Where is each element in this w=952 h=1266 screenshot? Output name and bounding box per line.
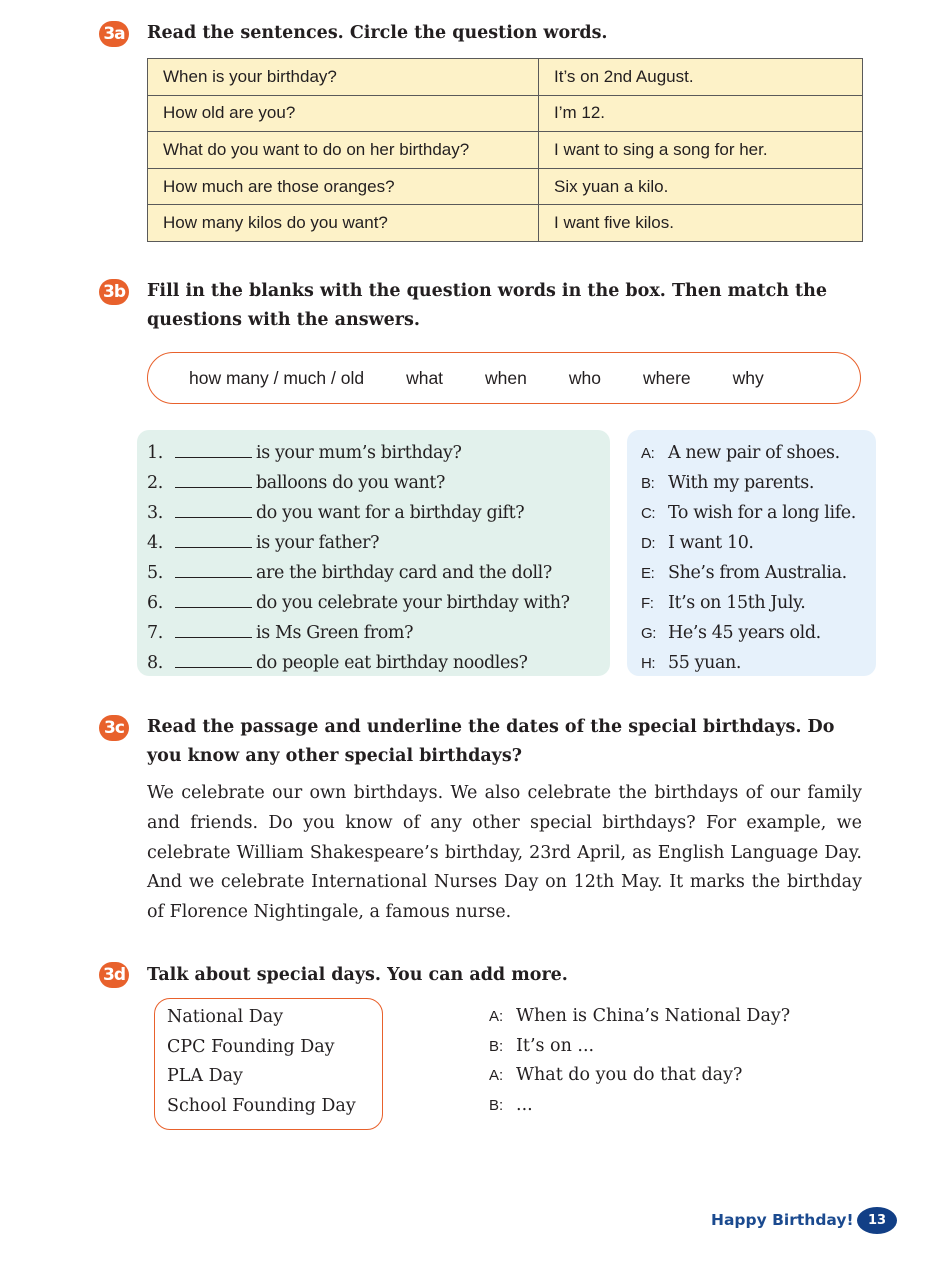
answer-letter: A: bbox=[641, 445, 655, 462]
question-cell: How many kilos do you want? bbox=[148, 205, 539, 242]
question-text: do you celebrate your birthday with? bbox=[256, 593, 570, 613]
answer-text: To wish for a long life. bbox=[668, 503, 856, 523]
question-cell: What do you want to do on her birthday? bbox=[148, 132, 539, 169]
speaker-label: B: bbox=[489, 1037, 504, 1055]
question-word: when bbox=[485, 367, 527, 388]
question-cell: When is your birthday? bbox=[148, 59, 539, 96]
section-title-3b: Fill in the blanks with the question words in the box. Then match the questions with the answers. bbox=[147, 281, 827, 330]
question-item bbox=[137, 468, 610, 498]
answer-letter: C: bbox=[641, 505, 656, 522]
dialog bbox=[489, 1002, 790, 1120]
answer-letter: D: bbox=[641, 535, 656, 552]
answer-text: He’s 45 years old. bbox=[668, 623, 821, 643]
question-number: 4. bbox=[147, 533, 163, 553]
question-text: is your mum’s birthday? bbox=[256, 443, 462, 463]
answers-panel bbox=[627, 430, 876, 676]
question-answer-table bbox=[147, 58, 863, 242]
special-day: CPC Founding Day bbox=[167, 1036, 335, 1057]
answer-letter: G: bbox=[641, 625, 657, 642]
answer-blank bbox=[175, 528, 252, 548]
question-number: 6. bbox=[147, 593, 163, 613]
dialog-line bbox=[489, 1002, 790, 1032]
questions-panel bbox=[137, 430, 610, 676]
footer-title: Happy Birthday! bbox=[711, 1211, 854, 1229]
answer-item bbox=[627, 468, 876, 498]
passage: We celebrate our own birthdays. We also celebrate the birthdays of our family and friends. Do you know of any other special birthdays? For example, we celebrate William Shakespeare’s birthday, 23rd April, as English Language Day. And we celebrate International Nurses Day on 12th May. It marks the birthday of Florence Nightingale, a famous nurse. bbox=[147, 783, 862, 923]
question-number: 5. bbox=[147, 563, 163, 583]
speaker-label: A: bbox=[489, 1008, 504, 1025]
question-word: where bbox=[643, 367, 691, 388]
question-number: 1. bbox=[147, 443, 163, 463]
answer-cell: I want to sing a song for her. bbox=[539, 132, 863, 169]
speaker-label: A: bbox=[489, 1067, 504, 1085]
question-word: who bbox=[568, 367, 601, 388]
question-word: why bbox=[732, 367, 764, 388]
table-row bbox=[148, 59, 863, 96]
special-day: National Day bbox=[167, 1007, 284, 1027]
answer-blank bbox=[175, 468, 252, 488]
answer-item bbox=[627, 618, 876, 648]
table-row bbox=[148, 95, 863, 132]
answer-item bbox=[627, 558, 876, 588]
dialog-text: It’s on ... bbox=[516, 1035, 595, 1056]
dialog-text: ... bbox=[516, 1094, 533, 1115]
answer-text: I want 10. bbox=[668, 533, 754, 553]
answer-item bbox=[627, 498, 876, 528]
answer-blank bbox=[175, 498, 252, 518]
dialog-text: What do you do that day? bbox=[516, 1065, 743, 1086]
question-item bbox=[137, 528, 610, 558]
answer-text: With my parents. bbox=[668, 473, 814, 493]
question-text: do people eat birthday noodles? bbox=[256, 653, 528, 673]
answer-text: It’s on 15th July. bbox=[668, 593, 806, 613]
answer-item bbox=[627, 438, 876, 468]
special-day: PLA Day bbox=[167, 1066, 243, 1087]
answer-cell: It’s on 2nd August. bbox=[539, 59, 863, 96]
answer-item bbox=[627, 588, 876, 618]
question-number: 3. bbox=[147, 503, 163, 523]
question-item bbox=[137, 618, 610, 648]
answer-blank bbox=[175, 648, 252, 668]
section-badge-3b: 3b bbox=[99, 279, 129, 305]
dialog-line bbox=[489, 1032, 790, 1062]
answer-blank bbox=[175, 618, 252, 638]
answer-letter: H: bbox=[641, 655, 656, 672]
section-title-3a: Read the sentences. Circle the question words. bbox=[147, 23, 608, 43]
section-badge-3a: 3a bbox=[99, 21, 129, 47]
section-title-3d: Talk about special days. You can add more. bbox=[147, 965, 568, 985]
table-row bbox=[148, 205, 863, 242]
table-row bbox=[148, 168, 863, 205]
answer-letter: F: bbox=[641, 595, 654, 612]
special-days-box bbox=[154, 998, 383, 1130]
question-item bbox=[137, 558, 610, 588]
answer-text: A new pair of shoes. bbox=[668, 443, 840, 463]
section-title-3c: Read the passage and underline the dates of the special birthdays. Do you know any other special birthdays? bbox=[147, 717, 835, 766]
dialog-line bbox=[489, 1091, 790, 1121]
section-badge-3d: 3d bbox=[99, 962, 129, 988]
answer-item bbox=[627, 648, 876, 678]
page-number: 13 bbox=[857, 1207, 897, 1234]
question-cell: How much are those oranges? bbox=[148, 168, 539, 205]
special-day: School Founding Day bbox=[167, 1095, 356, 1116]
question-text: is your father? bbox=[256, 533, 380, 553]
answer-text: 55 yuan. bbox=[668, 653, 742, 673]
question-item bbox=[137, 648, 610, 678]
question-text: is Ms Green from? bbox=[256, 623, 414, 643]
answer-text: She’s from Australia. bbox=[668, 563, 847, 583]
question-number: 7. bbox=[147, 623, 163, 643]
answer-cell: Six yuan a kilo. bbox=[539, 168, 863, 205]
answer-letter: B: bbox=[641, 475, 655, 492]
table-row bbox=[148, 132, 863, 169]
answer-item bbox=[627, 528, 876, 558]
answer-cell: I want five kilos. bbox=[539, 205, 863, 242]
question-text: are the birthday card and the doll? bbox=[256, 563, 552, 583]
answer-blank bbox=[175, 438, 252, 458]
question-cell: How old are you? bbox=[148, 95, 539, 132]
question-number: 2. bbox=[147, 473, 163, 493]
question-number: 8. bbox=[147, 653, 163, 673]
section-badge-3c: 3c bbox=[99, 715, 129, 741]
answer-letter: E: bbox=[641, 565, 655, 582]
question-word: what bbox=[406, 367, 444, 388]
question-item bbox=[137, 498, 610, 528]
question-item bbox=[137, 588, 610, 618]
dialog-line bbox=[489, 1061, 790, 1091]
answer-cell: I’m 12. bbox=[539, 95, 863, 132]
dialog-text: When is China’s National Day? bbox=[516, 1006, 791, 1026]
answer-blank bbox=[175, 558, 252, 578]
speaker-label: B: bbox=[489, 1096, 504, 1114]
question-text: balloons do you want? bbox=[256, 473, 445, 493]
question-item bbox=[137, 438, 610, 468]
question-word: how many / much / old bbox=[189, 367, 365, 388]
question-text: do you want for a birthday gift? bbox=[256, 503, 525, 523]
answer-blank bbox=[175, 588, 252, 608]
word-box bbox=[147, 352, 861, 404]
